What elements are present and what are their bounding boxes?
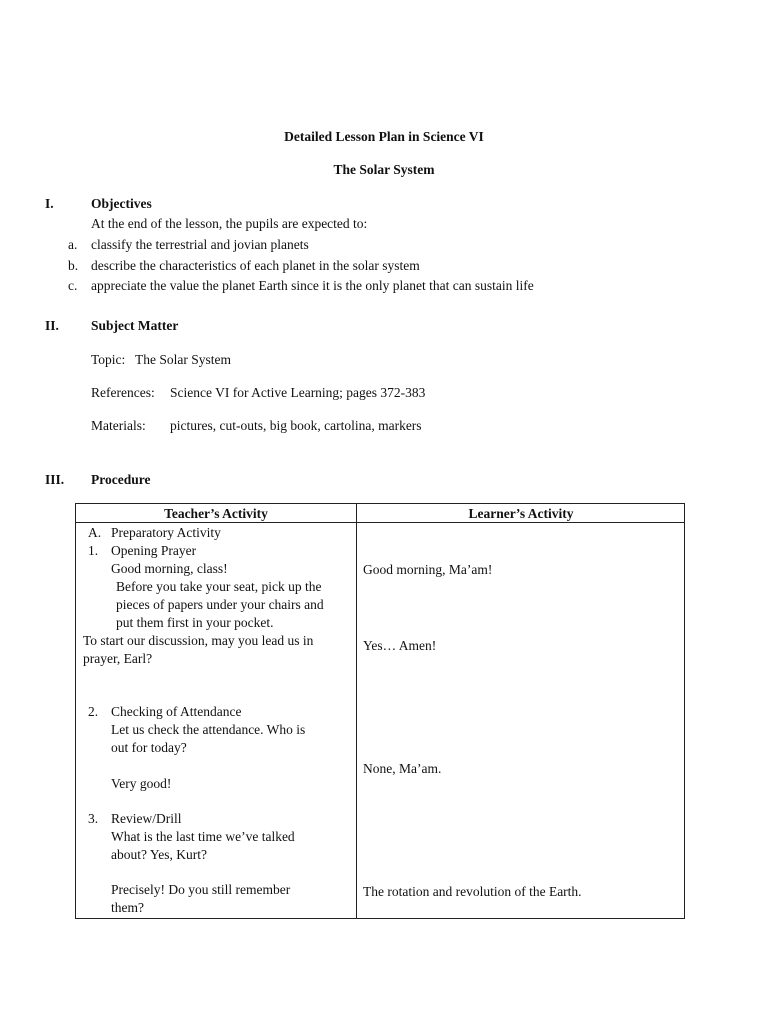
teacher-line: pieces of papers under your chairs and (116, 597, 324, 612)
procedure-table (75, 503, 685, 919)
activity-marker: 2. (88, 704, 99, 719)
teacher-line: put them first in your pocket. (116, 615, 274, 630)
activity-marker: 3. (88, 811, 99, 826)
activity-marker: 1. (88, 543, 99, 558)
section-heading-procedure: Procedure (91, 472, 151, 487)
objective-letter: c. (68, 278, 78, 293)
materials-value: pictures, cut-outs, big book, cartolina, markers (170, 418, 422, 433)
references-value: Science VI for Active Learning; pages 372-383 (170, 385, 426, 400)
section-number-procedure: III. (45, 472, 65, 487)
teacher-line: What is the last time we’ve talked (111, 829, 295, 844)
objective-item: appreciate the value the planet Earth since it is the only planet that can sustain life (91, 278, 534, 293)
document-title: Detailed Lesson Plan in Science VI (284, 129, 484, 144)
teacher-line: prayer, Earl? (83, 651, 153, 666)
learner-line: The rotation and revolution of the Earth. (363, 884, 582, 899)
learner-line: Yes… Amen! (363, 638, 437, 653)
teacher-line: Review/Drill (111, 811, 182, 826)
objective-item: describe the characteristics of each planet in the solar system (91, 258, 420, 273)
teacher-line: Precisely! Do you still remember (111, 882, 291, 897)
table-header-teacher: Teacher’s Activity (164, 506, 268, 521)
teacher-line: Checking of Attendance (111, 704, 242, 719)
teacher-line: Preparatory Activity (111, 525, 221, 540)
teacher-line: out for today? (111, 740, 187, 755)
topic-label: Topic: (91, 352, 126, 367)
document-subtitle: The Solar System (333, 162, 435, 177)
teacher-line: Very good! (111, 776, 172, 791)
references-label: References: (91, 385, 155, 400)
table-header-learner: Learner’s Activity (468, 506, 574, 521)
section-heading-subject-matter: Subject Matter (91, 318, 179, 333)
topic-value: The Solar System (135, 352, 231, 367)
teacher-line: Before you take your seat, pick up the (116, 579, 322, 594)
section-number-objectives: I. (45, 196, 54, 211)
activity-marker: A. (88, 525, 102, 540)
teacher-line: To start our discussion, may you lead us in (83, 633, 314, 648)
teacher-line: Opening Prayer (111, 543, 197, 558)
teacher-line: Good morning, class! (111, 561, 228, 576)
learner-line: Good morning, Ma’am! (363, 562, 493, 577)
objectives-intro: At the end of the lesson, the pupils are expected to: (91, 216, 368, 231)
materials-label: Materials: (91, 418, 146, 433)
objective-letter: b. (68, 258, 79, 273)
teacher-line: about? Yes, Kurt? (111, 847, 207, 862)
table-header-divider (76, 522, 684, 523)
teacher-line: Let us check the attendance. Who is (111, 722, 306, 737)
learner-line: None, Ma’am. (363, 761, 442, 776)
objective-letter: a. (68, 237, 78, 252)
section-heading-objectives: Objectives (91, 196, 152, 211)
table-column-divider (356, 504, 357, 918)
objective-item: classify the terrestrial and jovian planets (91, 237, 309, 252)
teacher-line: them? (111, 900, 144, 915)
section-number-subject-matter: II. (45, 318, 59, 333)
